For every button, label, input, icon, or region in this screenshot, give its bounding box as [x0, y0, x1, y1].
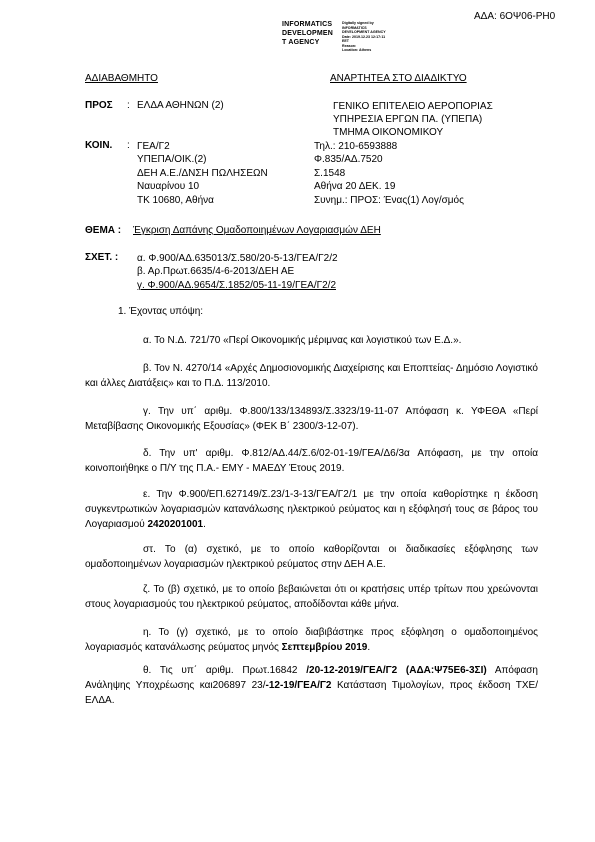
- paragraph-z-text: ζ. Το (β) σχετικό, με το οποίο βεβαιώνεται ότι οι κρατήσεις υπέρ τρίτων που χρεώνονται στους λογαριασμούς του ηλεκτρικού ρεύματος, αποδίδονται κάθε μήνα.: [85, 584, 538, 610]
- sigma-line: Σ.1548: [314, 167, 346, 179]
- cc-line: ΥΠΕΠΑ/ΟΙΚ.(2): [137, 154, 207, 166]
- file-ref-line: Φ.835/ΑΔ.7520: [314, 154, 383, 166]
- logo-line-1: INFORMATICS: [282, 21, 333, 28]
- intro-line: 1. Έχοντας υπόψη:: [118, 306, 204, 317]
- signature-line-1: Digitally signed by: [342, 21, 374, 25]
- sender-line: ΓΕΝΙΚΟ ΕΠΙΤΕΛΕΙΟ ΑΕΡΟΠΟΡΙΑΣ: [333, 101, 493, 112]
- paragraph-th-bold1: /20-12-2019/ΓΕΑ/Γ2 (ΑΔΑ:Ψ75Ε6-3ΣΙ): [306, 665, 487, 676]
- sender-line: ΥΠΗΡΕΣΙΑ ΕΡΓΩΝ ΠΑ. (ΥΠΕΠΑ): [333, 114, 483, 125]
- ada-code: ΑΔΑ: 6ΟΨ06-ΡΗ0: [474, 11, 556, 22]
- cc-block: [137, 140, 268, 207]
- paragraph-a: [85, 333, 538, 348]
- classification-left: ΑΔΙΑΒΑΘΜΗΤΟ: [85, 73, 158, 84]
- logo-line-3: T AGENCY: [282, 39, 320, 46]
- paragraph-e: [85, 487, 538, 532]
- classification-right: ΑΝΑΡΤΗΤΕΑ ΣΤΟ ΔΙΑΔΙΚΤΥΟ: [330, 73, 467, 84]
- signature-line-5: EET: [342, 39, 349, 43]
- cc-line: ΓΕΑ/Γ2: [137, 141, 170, 152]
- date-line: Αθήνα 20 ΔΕΚ. 19: [314, 181, 396, 193]
- ref-line-b: β. Αρ.Πρωτ.6635/4-6-2013/ΔΕΗ ΑΕ: [137, 266, 295, 278]
- cc-label: ΚΟΙΝ.: [85, 140, 113, 151]
- signature-line-6: Reason:: [342, 43, 357, 48]
- paragraph-h-end: .: [367, 642, 371, 653]
- sender-block: [333, 100, 493, 139]
- account-number: 2420201001: [147, 519, 204, 530]
- billing-month: Σεπτεμβρίου 2019: [281, 642, 368, 653]
- ref-line-a: α. Φ.900/ΑΔ.635013/Σ.580/20-5-13/ΓΕΑ/Γ2/2: [137, 253, 338, 264]
- cc-colon: :: [127, 140, 130, 151]
- paragraph-th-bold2: -12-19/ΓΕΑ/Γ2: [265, 680, 332, 691]
- paragraph-a-text: α. Το Ν.Δ. 721/70 «Περί Οικονομικής μέριμνας και λογιστικού των Ε.Δ.».: [143, 335, 462, 346]
- to-colon: :: [127, 100, 130, 111]
- cc-line: Ναυαρίνου 10: [137, 181, 200, 193]
- paragraph-d: [85, 446, 538, 476]
- attachment-line: Συνημ.: ΠΡΟΣ: Ένας(1) Λογ/σμός: [314, 194, 464, 206]
- phone-line: Τηλ.: 210-6593888: [314, 141, 398, 152]
- signature-line-2: INFORMATICS: [342, 25, 367, 30]
- refs-block: [137, 252, 338, 292]
- logo-line-2: DEVELOPMEN: [282, 30, 334, 37]
- paragraph-e-text: ε. Την Φ.900/ΕΠ.627149/Σ.23/1-3-13/ΓΕΑ/Γ2/1 με την οποία καθορίστηκε η έκδοση συγκεντρωτικών λογαριασμών κατανάλωσης ηλεκτρικού ρεύματος και η εξόφλησή τους σε βάρος του Λογαριασμού: [85, 489, 538, 530]
- sender-line: ΤΜΗΜΑ ΟΙΚΟΝΟΜΙΚΟΥ: [333, 127, 444, 138]
- paragraph-st: [85, 542, 538, 572]
- paragraph-b: [85, 361, 538, 391]
- paragraph-c: [85, 404, 538, 434]
- paragraph-th-part1: θ. Τις υπ΄ αριθμ. Πρωτ.16842: [143, 665, 307, 676]
- subject-label: ΘΕΜΑ :: [85, 225, 122, 236]
- signature-line-3: DEVELOPMENT AGENCY: [342, 30, 386, 34]
- paragraph-h: [85, 625, 538, 655]
- subject-value: Έγκριση Δαπάνης Ομαδοποιημένων Λογαριασμών ΔΕΗ: [133, 225, 381, 236]
- cc-line: ΔΕΗ Α.Ε./ΔΝΣΗ ΠΩΛΗΣΕΩΝ: [137, 167, 268, 179]
- paragraph-th-part2: Απόφαση Ανάληψης Υποχρέωσης και206897 23/: [85, 665, 538, 691]
- signature-line-4: Date: 2019.12.23 12:17:11: [342, 34, 386, 39]
- paragraph-z: [85, 582, 538, 612]
- paragraph-c-text: γ. Την υπ΄ αριθμ. Φ.800/133/134893/Σ.3323/19-11-07 Απόφαση κ. ΥΦΕΘΑ «Περί Μεταβίβασης Οικονομικής Εξουσίας» (ΦΕΚ Β΄ 2300/3-12-07).: [85, 406, 538, 432]
- paragraph-d-text: δ. Την υπ' αριθμ. Φ.812/ΑΔ.44/Σ.6/02-01-19/ΓΕΑ/Δ6/3α Απόφαση, με την οποία κοινοποιήθηκε ο Π/Υ της Π.Α.- ΕΜΥ - ΜΑΕΔΥ Έτους 2019.: [85, 448, 538, 474]
- paragraph-st-text: στ. Το (α) σχετικό, με το οποίο καθορίζονται οι διαδικασίες εξόφλησης των ομαδοποιημένων λογαριασμών ηλεκτρικού ρεύματος στην ΔΕΗ Α.Ε.: [85, 544, 538, 570]
- paragraph-b-text: β. Τον Ν. 4270/14 «Αρχές Δημοσιονομικής Διαχείρισης και Εποπτείας- Δημόσιο Λογιστικό και άλλες Διατάξεις» και το Π.Δ. 113/2010.: [85, 363, 538, 389]
- contact-block: [314, 140, 464, 207]
- paragraph-th: [85, 663, 538, 708]
- to-label: ΠΡΟΣ: [85, 100, 113, 111]
- paragraph-e-end: .: [203, 519, 206, 530]
- to-value: ΕΛΔΑ ΑΘΗΝΩΝ (2): [137, 100, 224, 111]
- paragraph-h-text: η. Το (γ) σχετικό, με το οποίο διαβιβάστηκε προς εξόφληση ο ομαδοποιημένος λογαριασμός κατανάλωσης ρεύματος μηνός: [85, 627, 538, 653]
- paragraph-th-part3: Κατάσταση Τιμολογίων, προς έκδοση ΤΧΕ/ΕΛΔΑ.: [85, 680, 538, 706]
- signature-line-7: Location: Athens: [342, 48, 372, 52]
- refs-label: ΣΧΕΤ. :: [85, 252, 119, 263]
- ref-line-c: γ. Φ.900/ΑΔ.9654/Σ.1852/05-11-19/ΓΕΑ/Γ2/2: [137, 279, 337, 291]
- cc-line: ΤΚ 10680, Αθήνα: [137, 194, 214, 206]
